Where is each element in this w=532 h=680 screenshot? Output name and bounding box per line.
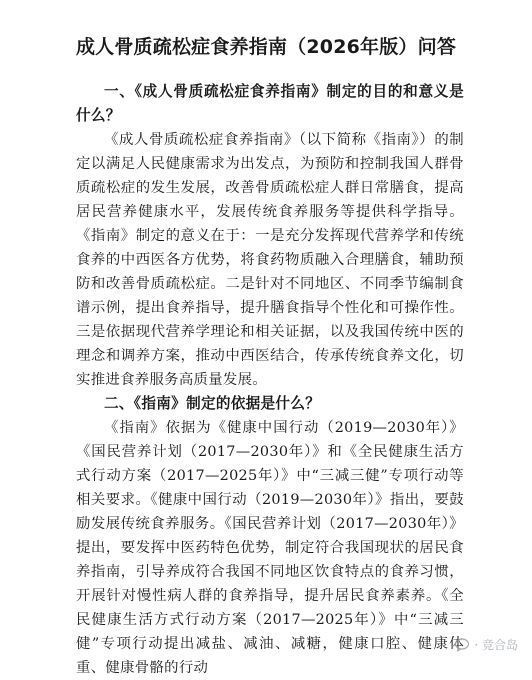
document-title: 成人骨质疏松症食养指南（2026年版）问答 <box>75 36 457 58</box>
watermark-text: · 竞合岛 <box>474 638 518 652</box>
document-body <box>76 80 464 680</box>
chat-bubble-icon <box>454 637 470 653</box>
section-paragraph-2: 《指南》依据为《健康中国行动（2019—2030年）》《国民营养计划（2017—2030年）》和《全民健康生活方式行动方案（2017—2025年）》中“三减三健”专项行动等相关要求。《健康中国行动（2019—2030年）》指出，要鼓励发展传统食养服务。《国民营养计划（2017—2030年）》提出，要发挥中医药特色优势，制定符合我国现状的居民食养指南，引导养成符合我国不同地区饮食特点的食养习惯，开展针对慢性病人群的食养指导，提升居民食养素养。《全民健康生活方式行动方案（2017—2025年）》中“三减三健”专项行动提出减盐、减油、减糖，健康口腔、健康体重、健康骨骼的行动 <box>76 420 464 676</box>
section-heading-2: 二、《指南》制定的依据是什么？ <box>104 395 321 412</box>
section-paragraph-1: 《成人骨质疏松症食养指南》（以下简称《指南》）的制定以满足人民健康需求为出发点，为预防和控制我国人群骨质疏松症的发生发展，改善骨质疏松症人群日常膳食，提高居民营养健康水平，发展传统食养服务等提供科学指导。《指南》制定的意义在于：一是充分发挥现代营养学和传统食养的中西医各方优势，将食药物质融入合理膳食，辅助预防和改善骨质疏松症。二是针对不同地区、不同季节编制食谱示例，提出食养指导，提升膳食指导个性化和可操作性。三是依据现代营养学理论和相关证据，以及我国传统中医的理念和调养方案，推动中西医结合，传承传统食养文化，切实推进食养服务高质量发展。 <box>76 132 464 388</box>
section-heading-1: 一、《成人骨质疏松症食养指南》制定的目的和意义是什么？ <box>76 83 464 124</box>
watermark <box>454 636 518 653</box>
